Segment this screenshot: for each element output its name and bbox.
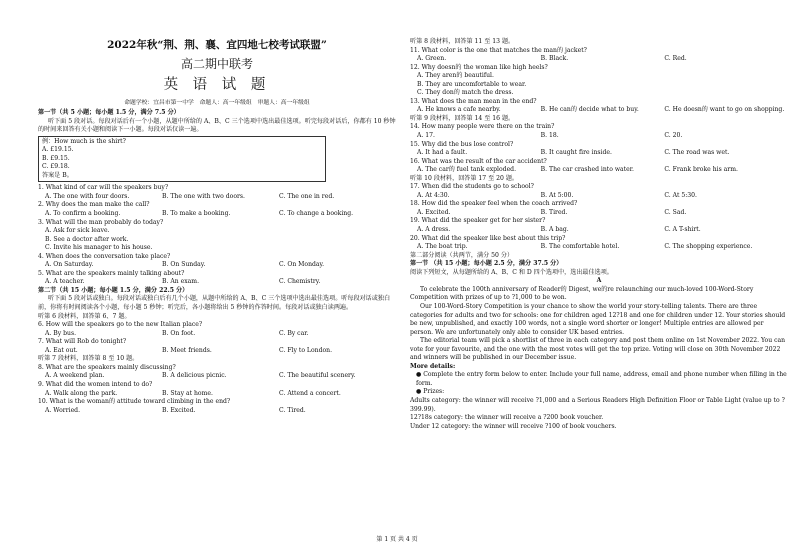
question-text: 3. What will the man probably do today? bbox=[38, 218, 164, 226]
option-a: A. The one with four doors. bbox=[45, 192, 130, 200]
question-text: 8. What are the speakers mainly discussing? bbox=[38, 363, 176, 371]
option-c: C. The road was wet. bbox=[664, 149, 730, 157]
question-5 bbox=[38, 270, 396, 287]
option-c: C. Frank broke his arm. bbox=[664, 166, 738, 174]
question-15 bbox=[410, 141, 788, 158]
option-b: B. The one with two doors. bbox=[162, 192, 245, 200]
option-c: C. At 5:30. bbox=[664, 191, 697, 199]
prize-12-18: 12?18s category: the winner will receive a ?200 book voucher. bbox=[410, 414, 604, 422]
question-text: 4. When does the conversation take place? bbox=[38, 252, 171, 260]
option-a: A. On Saturday. bbox=[45, 261, 94, 269]
prize-adults: Adults category: the winner will receive ?1,000 and a Serious Readers High Definition Floor or Table Light (value up to ?399.99). bbox=[410, 396, 785, 413]
option-c: C. To change a booking. bbox=[279, 210, 354, 218]
reading-instructions: 阅读下列短文，从每题所给的 A、B、C 和 D 四个选项中，选出最佳选项。 bbox=[410, 268, 613, 276]
question-14 bbox=[410, 123, 788, 140]
question-text: 14. How many people were there on the train? bbox=[410, 123, 555, 131]
question-3 bbox=[38, 219, 396, 253]
question-text: 18. How did the speaker feel when the coach arrived? bbox=[410, 200, 578, 208]
question-2 bbox=[38, 201, 396, 218]
option-b: B. He can的 decide what to buy. bbox=[540, 106, 639, 114]
example-option-c: C. £9.18. bbox=[42, 163, 70, 171]
example-option-b: B. £9.15. bbox=[42, 154, 70, 162]
question-text: 17. When did the students go to school? bbox=[410, 183, 534, 191]
question-text: 12. Why doesn的 the woman like high heels? bbox=[410, 63, 548, 71]
option-b: B. Meet friends. bbox=[162, 346, 212, 354]
option-a: A. Walk along the park. bbox=[45, 389, 118, 397]
part2-instructions: 听下面 5 段对话或独白。每段对话或独白后有几个小题，从题中所给的 A、B、C 三个选项中选出最佳选项。听每段对话或独白前，你将有时间阅读各个小题，每小题 5 秒钟；听完后，各小题将给出 5 秒钟的作答时间。每段对话或独白读两遍。 bbox=[38, 295, 391, 312]
option-a: A. A weekend plan. bbox=[45, 372, 105, 380]
option-a: A. Ask for sick leave. bbox=[45, 227, 110, 235]
option-b: B. It caught fire inside. bbox=[540, 149, 612, 157]
option-a: A. At 4:30. bbox=[417, 191, 450, 199]
option-c: C. 20. bbox=[664, 132, 683, 140]
question-text: 11. What color is the one that matches the man的 jacket? bbox=[410, 46, 587, 54]
question-7 bbox=[38, 338, 396, 355]
question-10 bbox=[38, 398, 396, 415]
part1-title: 第一节（共 5 小题；每小题 1.5 分，满分 7.5 分） bbox=[38, 109, 180, 116]
question-text: 13. What does the man mean in the end? bbox=[410, 97, 537, 105]
option-b: B. 18. bbox=[540, 132, 559, 140]
option-a: A. Green. bbox=[417, 55, 447, 63]
option-a: A. He knows a cafe nearby. bbox=[417, 106, 501, 114]
material-7: 听第 7 段材料，回答第 8 至 10 题。 bbox=[38, 355, 139, 363]
option-a: A. By bus. bbox=[45, 329, 77, 337]
question-text: 10. What is the woman的 attitude toward climbing in the end? bbox=[38, 398, 231, 406]
option-c: C. The shopping experience. bbox=[664, 243, 753, 251]
authors-line: 命题学校：宜昌市第一中学 命题人：高一年级组 审题人：高一年级组 bbox=[124, 100, 310, 106]
reading-section1-title: 第一节 （共 15 小题；每小题 2.5 分，满分 37.5 分） bbox=[410, 260, 563, 268]
question-18 bbox=[410, 200, 788, 217]
option-c: C. On Monday. bbox=[279, 261, 325, 269]
material-9: 听第 9 段材料，回答第 14 至 16 题。 bbox=[410, 114, 515, 122]
option-b: B. Black. bbox=[540, 55, 569, 63]
question-16 bbox=[410, 158, 788, 175]
material-8: 听第 8 段材料，回答第 11 至 13 题。 bbox=[410, 38, 515, 45]
question-text: 20. What did the speaker like best about this trip? bbox=[410, 234, 566, 242]
option-a: A. Excited. bbox=[417, 208, 451, 216]
option-b: B. On Sunday. bbox=[162, 261, 206, 269]
option-a: A. 17. bbox=[417, 132, 435, 140]
left-column bbox=[38, 38, 396, 415]
question-8 bbox=[38, 364, 396, 381]
option-b: B. A delicious picnic. bbox=[162, 372, 227, 380]
passage-label: A bbox=[596, 277, 602, 285]
page-number: 第 1 页 共 4 页 bbox=[376, 536, 418, 543]
option-b: B. A bag. bbox=[540, 226, 569, 234]
question-4 bbox=[38, 253, 396, 270]
option-a: A. The car的 fuel tank exploded. bbox=[417, 166, 517, 174]
question-19 bbox=[410, 217, 788, 234]
option-b: B. They are uncomfortable to wear. bbox=[417, 80, 527, 88]
question-11 bbox=[410, 47, 788, 64]
option-c: C. He doesn的 want to go on shopping. bbox=[664, 106, 785, 114]
option-b: B. On foot. bbox=[162, 329, 196, 337]
option-b: B. The comfortable hotel. bbox=[540, 243, 620, 251]
option-a: A. The boat trip. bbox=[417, 243, 468, 251]
option-a: A. A teacher. bbox=[45, 278, 85, 286]
material-10: 听第 10 段材料，回答第 17 至 20 题。 bbox=[410, 174, 519, 182]
question-text: 16. What was the result of the car accident? bbox=[410, 157, 547, 165]
option-b: B. Excited. bbox=[162, 406, 196, 414]
passage-paragraph-3: The editorial team will pick a shortlist of three in each category and post them online on 1st November 2022. You can vote for your favourite, and the one with the most votes will get the top prize. Voting will close on 30th November 2022 and winners will be published in our December issue. bbox=[410, 337, 786, 362]
option-a: A. They aren的 beautiful. bbox=[417, 72, 494, 80]
example-answer: 答案是 B。 bbox=[42, 171, 73, 179]
example-box bbox=[38, 136, 326, 183]
option-b: B. Stay at home. bbox=[162, 389, 213, 397]
question-text: 19. What did the speaker get for her sister? bbox=[410, 217, 546, 225]
question-12 bbox=[410, 64, 788, 98]
question-text: 1. What kind of car will the speakers buy? bbox=[38, 184, 169, 192]
example-question: 例：How much is the shirt? bbox=[42, 137, 126, 145]
example-option-a: A. £19.15. bbox=[42, 146, 74, 154]
option-b: B. At 5:00. bbox=[540, 191, 574, 199]
question-text: 6. How will the speakers go to the new Italian place? bbox=[38, 321, 203, 329]
option-c: C. Attend a concert. bbox=[279, 389, 341, 397]
option-c: C. A T-shirt. bbox=[664, 226, 701, 234]
part2-title: 第二节（共 15 小题；每小题 1.5 分，满分 22.5 分） bbox=[38, 286, 189, 294]
option-b: B. To make a booking. bbox=[162, 210, 231, 218]
question-9 bbox=[38, 381, 396, 398]
option-b: B. The car crashed into water. bbox=[540, 166, 634, 174]
prize-under-12: Under 12 category: the winner will receive ?100 of book vouchers. bbox=[410, 422, 617, 430]
option-a: A. It had a fault. bbox=[417, 149, 468, 157]
option-c: C. Invite his manager to his house. bbox=[45, 244, 153, 252]
option-b: B. Tired. bbox=[540, 208, 568, 216]
question-1 bbox=[38, 184, 396, 201]
more-details-heading: More details: bbox=[410, 362, 456, 370]
option-a: A. Eat out. bbox=[45, 346, 78, 354]
question-17 bbox=[410, 183, 788, 200]
material-6: 听第 6 段材料，回答第 6、7 题。 bbox=[38, 312, 131, 320]
question-text: 2. Why does the man make the call? bbox=[38, 201, 150, 209]
option-c: C. Red. bbox=[664, 55, 687, 63]
bullet-prizes: ● Prizes: bbox=[416, 388, 445, 396]
exam-title: 2022年秋“荆、荆、襄、宜四地七校考试联盟” bbox=[107, 39, 327, 51]
bullet-entry: ● Complete the entry form below to enter. Include your full name, address, email and phone number when filling in the form. bbox=[416, 371, 787, 387]
option-a: A. A dress. bbox=[417, 226, 451, 234]
option-c: C. Chemistry. bbox=[279, 278, 321, 286]
option-b: B. See a doctor after work. bbox=[45, 235, 129, 243]
option-b: B. An exam. bbox=[162, 278, 200, 286]
question-text: 9. What did the women intend to do? bbox=[38, 380, 153, 388]
question-13 bbox=[410, 98, 788, 115]
reading-part-title: 第二部分阅读（共两节，满分 50 分） bbox=[410, 251, 514, 259]
passage-paragraph-2: Our 100-Word-Story Competition is your chance to show the world your story-telling talents. There are three categories for adults and two for schools: one for children aged 12?18 and one for children under 12. Your stories should be new, unpublished, and exactly 100 words, not a single word shorter or longer! Multiple entries are allowed per person. We are unfortunately only able to consider UK based entries. bbox=[410, 302, 786, 336]
passage-paragraph-1: To celebrate the 100th anniversary of Reader的 Digest, we的re relaunching our much-loved 100-Word-Story Competition with prizes of up to ?1,000 to be won. bbox=[410, 285, 754, 302]
option-c: C. Sad. bbox=[664, 208, 687, 216]
bullet-entry-text: Complete the entry form below to enter. Include your full name, address, email and phone number when filling in the form. bbox=[416, 371, 787, 387]
option-a: A. To confirm a booking. bbox=[45, 210, 121, 218]
question-text: 5. What are the speakers mainly talking about? bbox=[38, 269, 185, 277]
option-a: A. Worried. bbox=[45, 406, 81, 414]
option-c: C. The one in red. bbox=[279, 192, 335, 200]
subject-title: 英 语 试 题 bbox=[163, 77, 271, 93]
right-column bbox=[410, 38, 788, 431]
exam-subtitle: 高二期中联考 bbox=[180, 57, 253, 71]
question-6 bbox=[38, 321, 396, 338]
question-text: 15. Why did the bus lose control? bbox=[410, 140, 514, 148]
option-c: C. The beautiful scenery. bbox=[279, 372, 356, 380]
part1-instructions: 听下面 5 段对话。每段对话后有一个小题，从题中所给的 A、B、C 三个选项中选出最佳选项。听完每段对话后，你都有 10 秒钟的时间来回答有关小题和阅读下一小题。每段对话仅读一遍。 bbox=[38, 117, 396, 134]
question-20 bbox=[410, 235, 788, 252]
option-c: C. Tired. bbox=[279, 406, 306, 414]
option-c: C. They don的 match the dress. bbox=[417, 89, 514, 97]
option-c: C. Fly to London. bbox=[279, 346, 333, 354]
option-c: C. By car. bbox=[279, 329, 309, 337]
question-text: 7. What will Rob do tonight? bbox=[38, 338, 127, 346]
bullet-prizes-text: Prizes: bbox=[423, 388, 445, 396]
